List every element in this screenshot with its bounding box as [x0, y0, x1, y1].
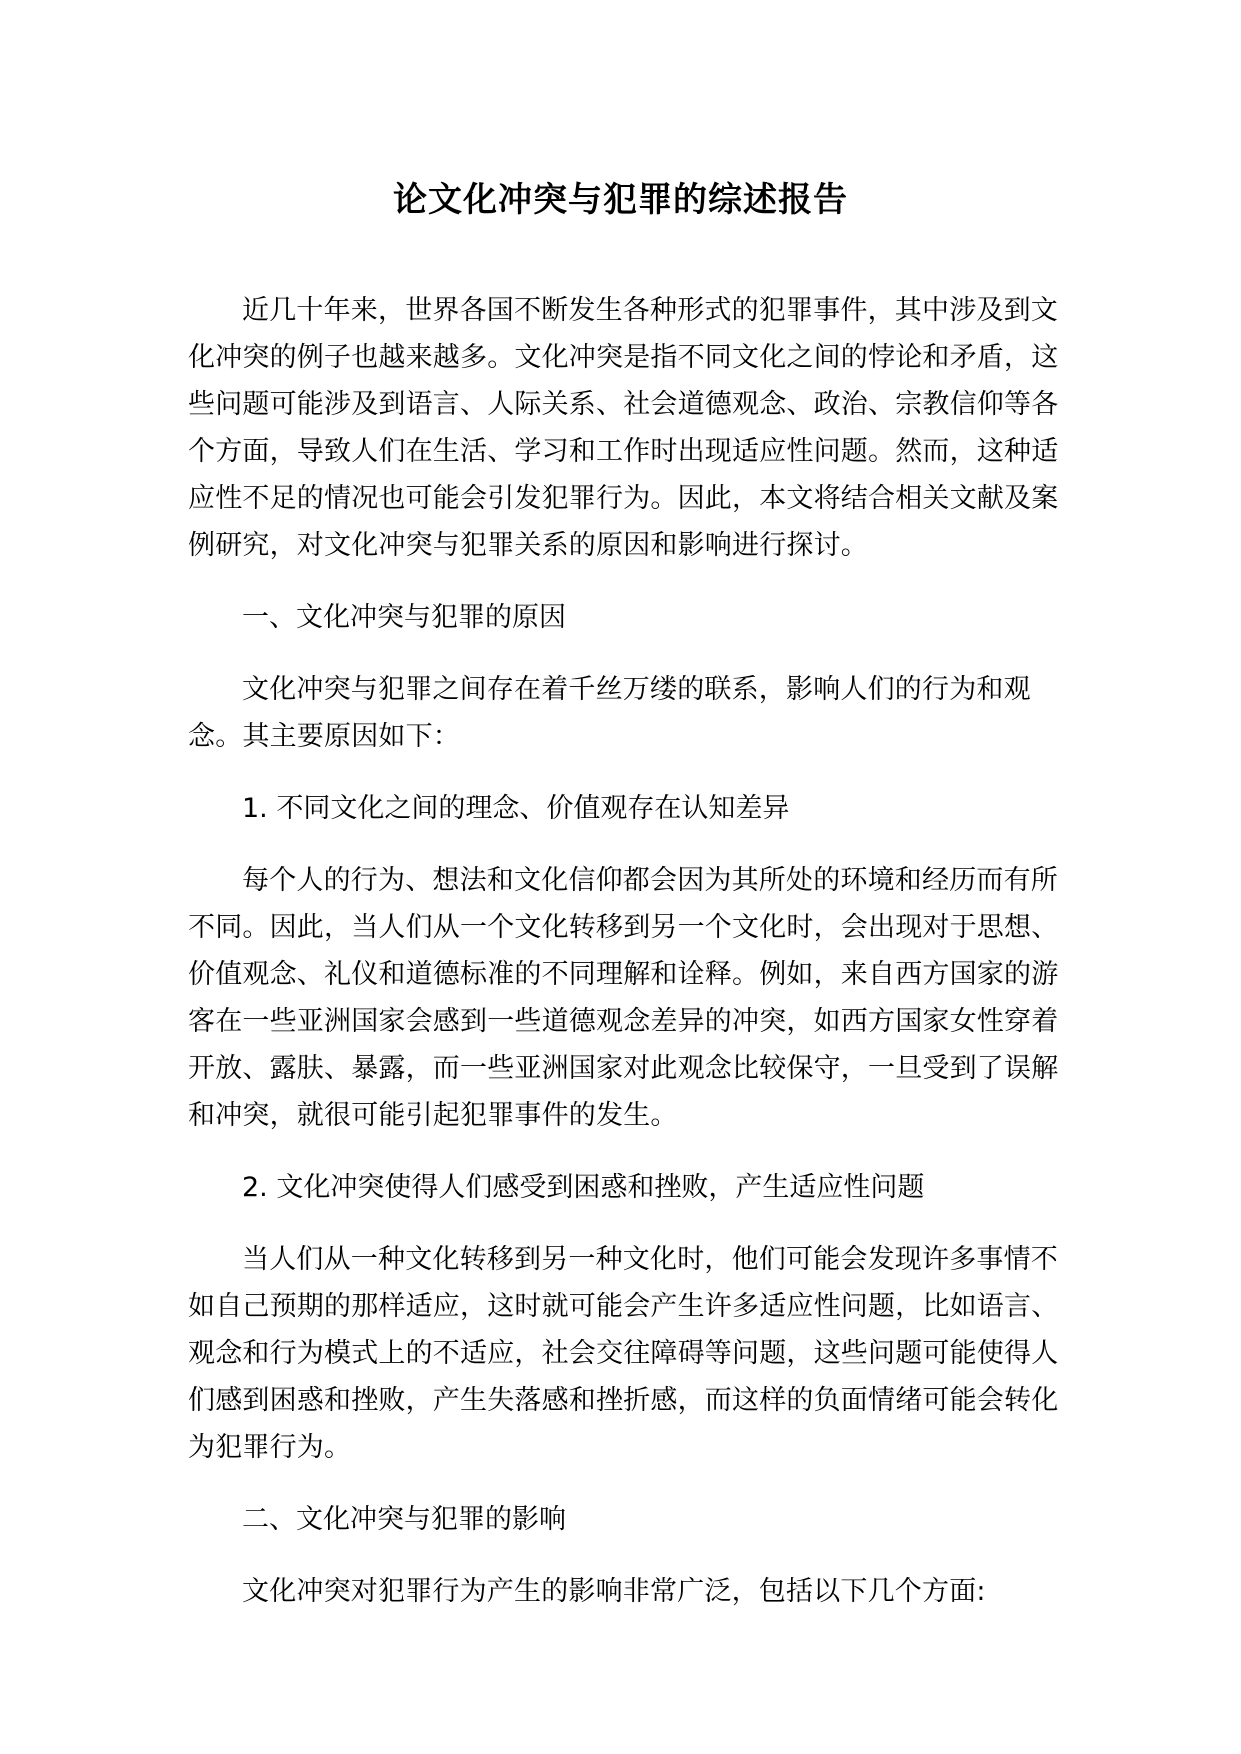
subheading-cognitive-differences: 1. 不同文化之间的理念、价值观存在认知差异 [242, 793, 790, 824]
effects-intro-paragraph: 文化冲突对犯罪行为产生的影响非常广泛，包括以下几个方面: [242, 1576, 986, 1607]
intro-paragraph: 近几十年来，世界各国不断发生各种形式的犯罪事件，其中涉及到文化冲突的例子也越来越多。文化冲突是指不同文化之间的悖论和矛盾，这些问题可能涉及到语言、人际关系、社会道德观念、政治、宗教信仰等各个方面，导致人们在生活、学习和工作时出现适应性问题。然而，这种适应性不足的情况也可能会引发犯罪行为。因此，本文将结合相关文献及案例研究，对文化冲突与犯罪关系的原因和影响进行探讨。 [188, 295, 1059, 561]
section-heading-causes: 一、文化冲突与犯罪的原因 [242, 602, 566, 633]
causes-intro-paragraph: 文化冲突与犯罪之间存在着千丝万缕的联系，影响人们的行为和观念。其主要原因如下： [188, 674, 1031, 752]
document-title: 论文化冲突与犯罪的综述报告 [393, 180, 848, 220]
adaptation-problems-paragraph: 当人们从一种文化转移到另一种文化时，他们可能会发现许多事情不如自己预期的那样适应，这时就可能会产生许多适应性问题，比如语言、观念和行为模式上的不适应，社会交往障碍等问题，这些问题可能使得人们感到困惑和挫败，产生失落感和挫折感，而这样的负面情绪可能会转化为犯罪行为。 [188, 1244, 1059, 1463]
document-body [188, 287, 1068, 1615]
cognitive-differences-paragraph: 每个人的行为、想法和文化信仰都会因为其所处的环境和经历而有所不同。因此，当人们从一个文化转移到另一个文化时，会出现对于思想、价值观念、礼仪和道德标准的不同理解和诠释。例如，来自西方国家的游客在一些亚洲国家会感到一些道德观念差异的冲突，如西方国家女性穿着开放、露肤、暴露，而一些亚洲国家对此观念比较保守，一旦受到了误解和冲突，就很可能引起犯罪事件的发生。 [188, 865, 1059, 1131]
subheading-adaptation-problems: 2. 文化冲突使得人们感受到困惑和挫败，产生适应性问题 [242, 1172, 925, 1203]
section-heading-effects: 二、文化冲突与犯罪的影响 [242, 1504, 566, 1535]
